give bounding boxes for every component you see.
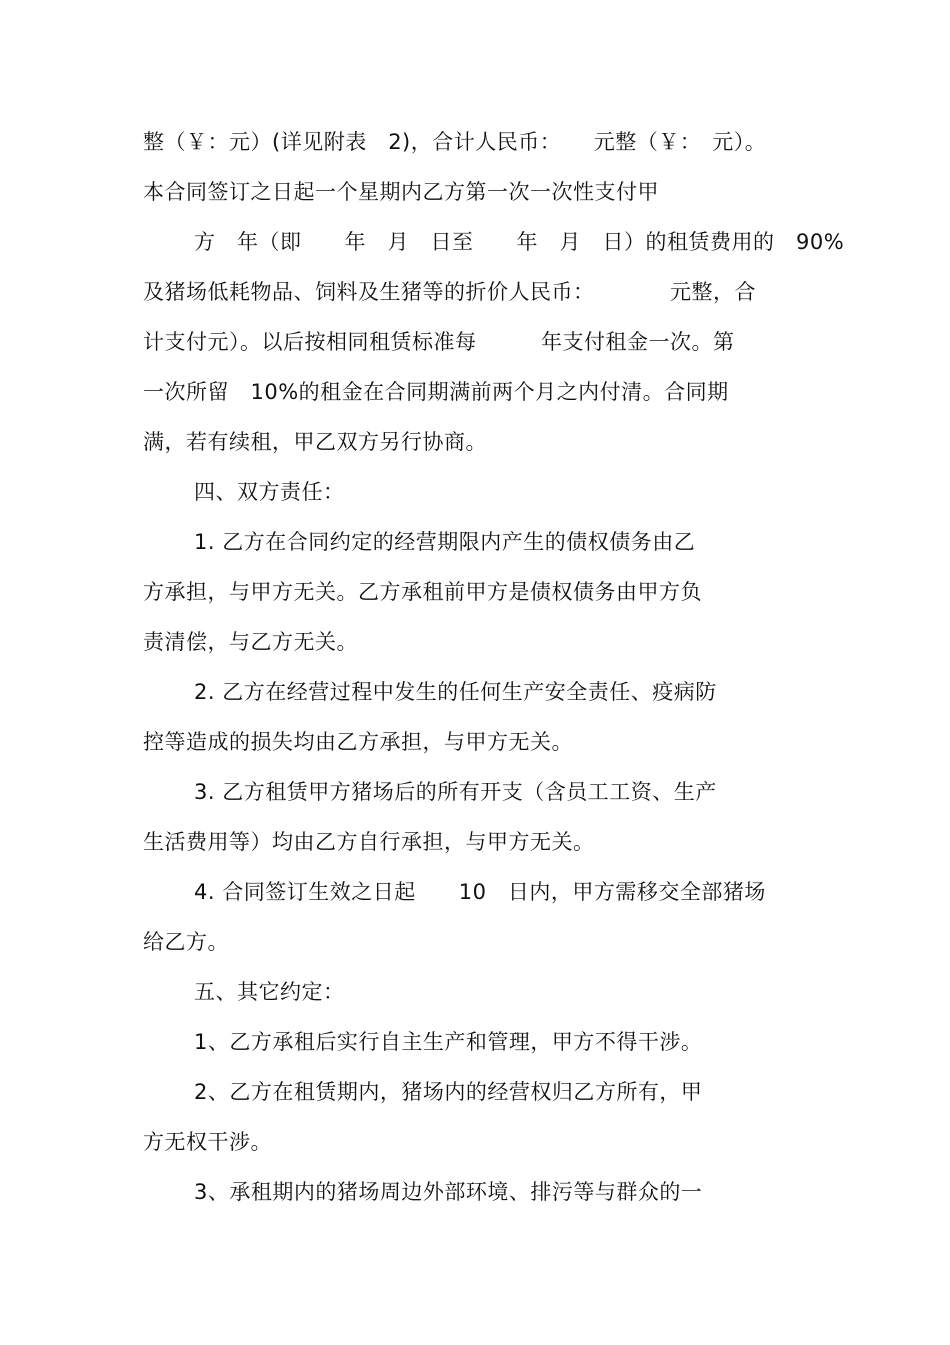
text-line: 一次所留 10%的租金在合同期满前两个月之内付清。合同期 — [143, 380, 729, 404]
text-line: 方无权干涉。 — [143, 1130, 272, 1154]
text-line: 3、承租期内的猪场周边外部环境、排污等与群众的一 — [194, 1180, 703, 1204]
text-line: 满，若有续租，甲乙双方另行协商。 — [143, 430, 487, 454]
section-heading: 四、双方责任： — [194, 480, 345, 504]
text-line: 控等造成的损失均由乙方承担，与甲方无关。 — [143, 730, 573, 754]
text-line: 1、乙方承租后实行自主生产和管理，甲方不得干涉。 — [194, 1030, 703, 1054]
text-line: 给乙方。 — [143, 930, 229, 954]
text-line: 方承担，与甲方无关。乙方承租前甲方是债权债务由甲方负 — [143, 580, 702, 604]
text-line: 方 年（即 年 月 日至 年 月 日）的租赁费用的 90% — [194, 230, 845, 254]
text-line: 4. 合同签订生效之日起 10 日内，甲方需移交全部猪场 — [194, 880, 766, 904]
text-line: 2. 乙方在经营过程中发生的任何生产安全责任、疫病防 — [194, 680, 717, 704]
text-line: 整（￥：元）(详见附表 2)，合计人民币： 元整（￥： 元）。 — [143, 130, 767, 154]
section-heading: 五、其它约定： — [194, 980, 345, 1004]
text-line: 本合同签订之日起一个星期内乙方第一次一次性支付甲 — [143, 180, 659, 204]
text-line: 1. 乙方在合同约定的经营期限内产生的债权债务由乙 — [194, 530, 696, 554]
text-line: 责清偿，与乙方无关。 — [143, 630, 358, 654]
text-line: 计支付元）。以后按相同租赁标准每 年支付租金一次。第 — [143, 330, 735, 354]
text-line: 及猪场低耗物品、饲料及生猪等的折价人民币： 元整，合 — [143, 280, 756, 304]
text-line: 生活费用等）均由乙方自行承担，与甲方无关。 — [143, 830, 595, 854]
text-line: 2、乙方在租赁期内，猪场内的经营权归乙方所有，甲 — [194, 1080, 703, 1104]
text-line: 3. 乙方租赁甲方猪场后的所有开支（含员工工资、生产 — [194, 780, 717, 804]
